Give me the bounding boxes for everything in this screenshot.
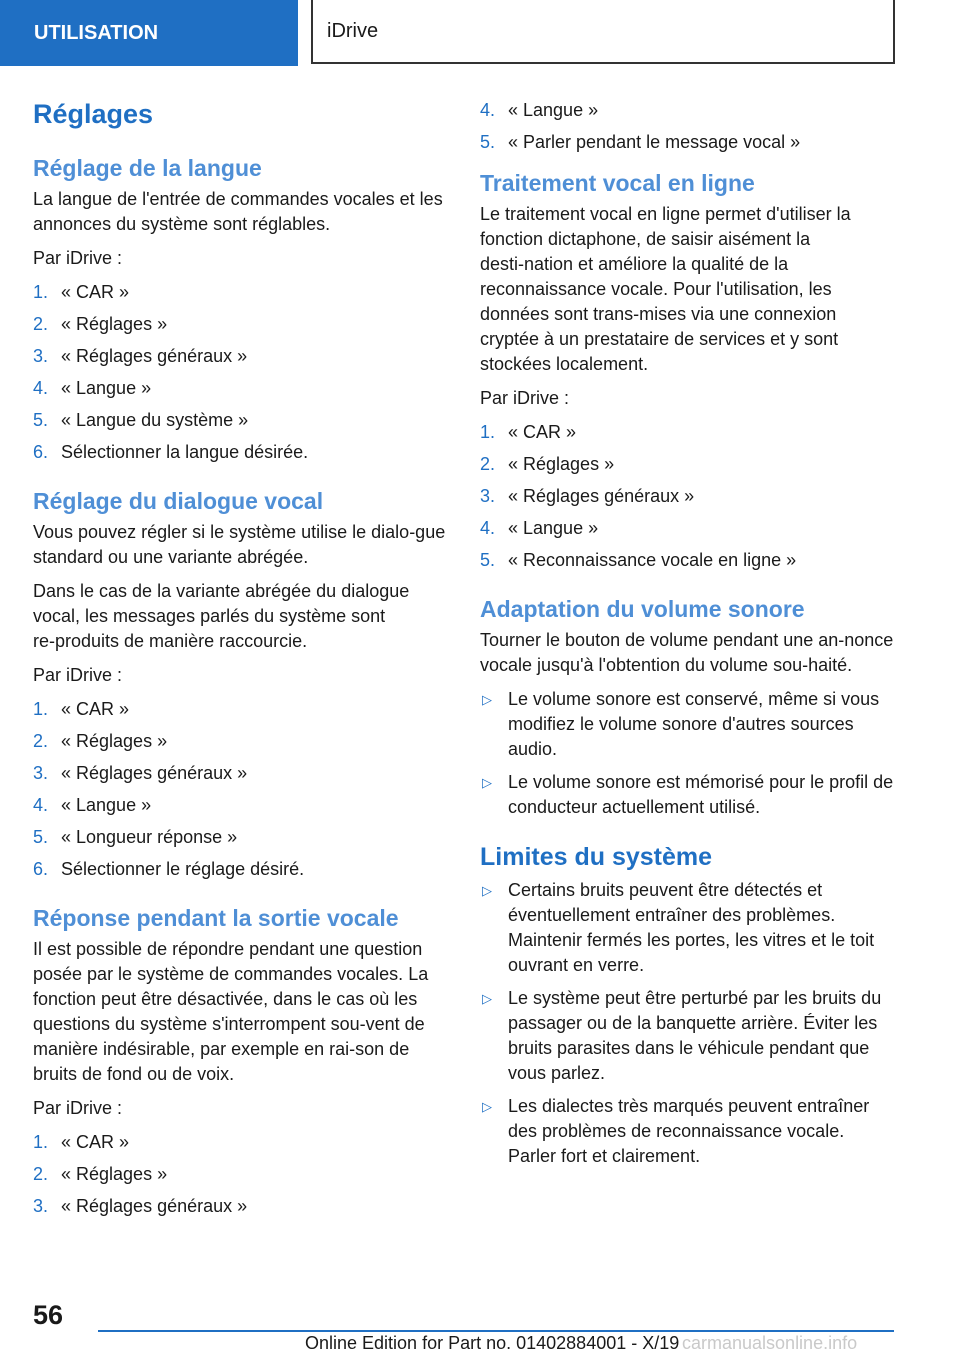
step-item <box>33 376 447 401</box>
step-number: 5. <box>480 549 496 570</box>
step-number: 5. <box>33 410 49 431</box>
section-online-voice <box>480 169 894 573</box>
page-header <box>0 0 960 66</box>
paragraph: Tourner le bouton de volume pendant une an‑nonce vocale jusqu'à l'obtention du volume sou‑haité. <box>480 629 894 675</box>
step-item <box>33 825 447 850</box>
steps-list-continued <box>480 98 894 155</box>
step-text: « Longueur réponse » <box>61 826 238 847</box>
idrive-intro: Par iDrive : <box>33 248 123 269</box>
step-item <box>33 793 447 818</box>
idrive-intro: Par iDrive : <box>33 664 123 685</box>
step-number: 4. <box>33 378 49 399</box>
steps-list <box>480 420 894 573</box>
step-number: 5. <box>33 826 49 847</box>
step-text: « CAR » <box>61 698 130 719</box>
section-heading: Traitement vocal en ligne <box>480 170 755 196</box>
step-text: « Réglages généraux » <box>61 1195 248 1216</box>
section-dialogue <box>33 487 447 882</box>
step-number: 4. <box>480 517 496 538</box>
step-number: 1. <box>480 421 496 442</box>
step-item <box>480 130 894 155</box>
step-text: Sélectionner le réglage désiré. <box>61 858 305 879</box>
section-heading: Adaptation du volume sonore <box>480 595 805 622</box>
step-number: 5. <box>480 132 496 152</box>
bullet-list <box>480 687 894 820</box>
bullet-text: Le système peut être perturbé par les bruits du passager ou de la banquette arrière. Éviter les bruits parasites dans le véhicule pendant que vous parlez. <box>508 987 882 1083</box>
triangle-bullet-icon: ▷ <box>482 1098 492 1114</box>
section-heading: Réglage de la langue <box>33 155 262 182</box>
steps-list <box>33 280 447 465</box>
step-text: « Réglages » <box>61 314 168 335</box>
step-text: « Langue » <box>508 100 599 120</box>
bullet-list <box>480 878 894 1169</box>
step-item <box>33 1162 447 1187</box>
step-item <box>33 761 447 786</box>
step-text: « Réglages » <box>508 453 615 474</box>
step-item <box>33 344 447 369</box>
triangle-bullet-icon: ▷ <box>482 774 492 790</box>
left-column <box>33 98 447 1241</box>
step-text: « Langue du système » <box>61 410 249 431</box>
step-number: 1. <box>33 282 49 303</box>
step-text: « Langue » <box>508 517 599 538</box>
step-text: « Reconnaissance vocale en ligne » <box>508 549 797 570</box>
paragraph: Le traitement vocal en ligne permet d'utiliser la fonction dictaphone, de saisir aisément la desti‑nation et améliore la qualité de la reconnaissance vocale. Pour l'utilisation, les données sont trans‑mises via une connexion cryptée à un prestataire de services et y sont stockées localement. <box>480 203 851 374</box>
step-number: 4. <box>33 794 49 815</box>
step-number: 4. <box>480 100 496 120</box>
step-text: « CAR » <box>61 282 130 303</box>
footer-divider <box>98 1330 894 1332</box>
section-heading: Réglage du dialogue vocal <box>33 488 324 515</box>
step-item <box>33 1194 447 1219</box>
bullet-item <box>480 687 894 762</box>
section-heading-main: Limites du système <box>480 842 713 871</box>
step-text: « Réglages généraux » <box>508 485 695 506</box>
step-number: 6. <box>33 442 49 463</box>
watermark: carmanualsonline.info <box>682 1333 858 1353</box>
paragraph: Dans le cas de la variante abrégée du dialogue vocal, les messages parlés du système sont re‑produits de manière raccourcie. <box>33 580 410 651</box>
paragraph: La langue de l'entrée de commandes vocales et les annonces du système sont réglables. <box>33 189 443 235</box>
step-number: 2. <box>33 1163 49 1184</box>
step-item <box>33 697 447 722</box>
page-title: Réglages <box>33 99 154 129</box>
idrive-intro: Par iDrive : <box>33 1097 123 1118</box>
bullet-item <box>480 770 894 820</box>
step-number: 3. <box>33 1195 49 1216</box>
step-number: 3. <box>33 762 49 783</box>
section-tab: UTILISATION <box>0 0 298 66</box>
bullet-text: Les dialectes très marqués peuvent entraîner des problèmes de reconnaissance vocale. Parler fort et clairement. <box>508 1095 870 1166</box>
step-item <box>33 312 447 337</box>
step-item <box>33 440 447 465</box>
bullet-text: Le volume sonore est conservé, même si vous modifiez le volume sonore d'autres sources audio. <box>508 688 880 759</box>
bullet-item <box>480 986 894 1086</box>
step-item <box>33 1130 447 1155</box>
step-item <box>33 857 447 882</box>
section-volume <box>480 595 894 820</box>
steps-list <box>33 697 447 882</box>
bullet-text: Certains bruits peuvent être détectés et éventuellement entraîner des problèmes. Maintenir fermés les portes, les vitres et le toit ouvrant en verre. <box>508 879 875 975</box>
step-text: « Réglages généraux » <box>61 762 248 783</box>
steps-list <box>33 1130 447 1219</box>
step-number: 3. <box>480 485 496 506</box>
triangle-bullet-icon: ▷ <box>482 691 492 707</box>
step-item <box>480 420 894 445</box>
step-number: 3. <box>33 346 49 367</box>
step-text: « Réglages » <box>61 1163 168 1184</box>
step-number: 2. <box>33 314 49 335</box>
step-text: « CAR » <box>508 421 577 442</box>
step-text: « Langue » <box>61 378 152 399</box>
step-text: « Parler pendant le message vocal » <box>508 132 801 152</box>
page-number: 56 <box>33 1300 64 1330</box>
step-item <box>33 280 447 305</box>
step-item <box>480 484 894 509</box>
step-text: « Réglages » <box>61 730 168 751</box>
step-number: 1. <box>33 698 49 719</box>
step-item <box>480 98 894 123</box>
step-number: 1. <box>33 1131 49 1152</box>
step-item <box>480 516 894 541</box>
step-text: « Langue » <box>61 794 152 815</box>
right-column <box>480 98 894 1191</box>
section-heading: Réponse pendant la sortie vocale <box>33 904 399 931</box>
step-item <box>33 729 447 754</box>
step-item <box>33 408 447 433</box>
step-item <box>480 548 894 573</box>
step-text: « CAR » <box>61 1131 130 1152</box>
paragraph: Vous pouvez régler si le système utilise le dialo‑gue standard ou une variante abrégée. <box>33 521 446 567</box>
section-voice-reply <box>33 904 447 1219</box>
chapter-title: iDrive <box>311 0 895 64</box>
triangle-bullet-icon: ▷ <box>482 882 492 898</box>
triangle-bullet-icon: ▷ <box>482 990 492 1006</box>
bullet-text: Le volume sonore est mémorisé pour le profil de conducteur actuellement utilisé. <box>508 771 894 817</box>
idrive-intro: Par iDrive : <box>480 387 570 408</box>
section-limits <box>480 842 894 1169</box>
step-text: « Réglages généraux » <box>61 346 248 367</box>
bullet-item <box>480 1094 894 1169</box>
step-text: Sélectionner la langue désirée. <box>61 442 309 463</box>
bullet-item <box>480 878 894 978</box>
paragraph: Il est possible de répondre pendant une question posée par le système de commandes vocales. La fonction peut être désactivée, dans le cas où les questions du système s'interrompent sou‑vent de manière indésirable, par exemple en rai‑son de bruits de fond ou de voix. <box>33 938 429 1084</box>
section-language <box>33 154 447 465</box>
step-number: 2. <box>480 453 496 474</box>
step-number: 2. <box>33 730 49 751</box>
footer-edition: Online Edition for Part no. 01402884001 - X/19 <box>305 1333 680 1353</box>
step-item <box>480 452 894 477</box>
step-number: 6. <box>33 858 49 879</box>
